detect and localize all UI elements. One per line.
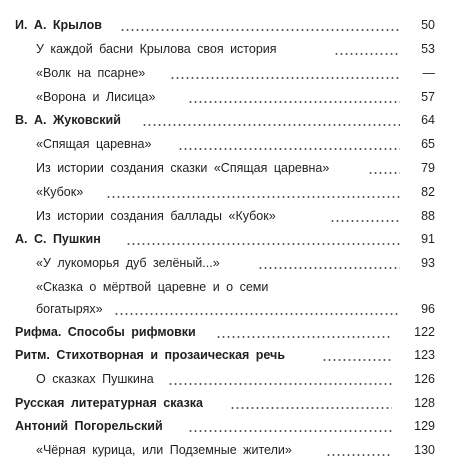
dot-leader (188, 101, 400, 103)
toc-entry-title: «Волк на псарне» (36, 66, 146, 80)
toc-entry-title: «Спящая царевна» (36, 137, 152, 151)
toc-entry-title: В. А. Жуковский (15, 113, 121, 127)
toc-entry (0, 323, 450, 347)
toc-entry-page: 65 (421, 137, 435, 151)
dot-leader (126, 243, 400, 245)
dot-leader (258, 267, 400, 269)
toc-entry-page: 79 (421, 161, 435, 175)
dot-leader (368, 172, 400, 174)
toc-entry-title: «Чёрная курица, или Подземные жители» (36, 443, 292, 457)
toc-entry (0, 16, 450, 40)
dot-leader (322, 359, 392, 361)
toc-entry-title: Рифма. Способы рифмовки (15, 325, 196, 339)
toc-entry (0, 441, 450, 465)
dot-leader (178, 148, 400, 150)
toc-entry (0, 40, 450, 64)
toc-entry (0, 370, 450, 394)
dot-leader (168, 383, 392, 385)
toc-entry-page: 57 (421, 90, 435, 104)
toc-entry (0, 417, 450, 441)
toc-entry-title: «У лукоморья дуб зелёный...» (36, 256, 220, 270)
toc-entry-page: 53 (421, 42, 435, 56)
toc-entry-title: Ритм. Стихотворная и прозаическая речь (15, 348, 286, 362)
dot-leader (114, 313, 400, 315)
toc-entry-page: 93 (421, 256, 435, 270)
toc-entry-page: 126 (414, 372, 435, 386)
toc-entry (0, 64, 450, 88)
dot-leader (142, 124, 400, 126)
dot-leader (330, 220, 400, 222)
dot-leader (334, 53, 400, 55)
toc-entry (0, 88, 450, 112)
toc-entry-page: 82 (421, 185, 435, 199)
toc-entry (0, 183, 450, 207)
toc-entry-title: Из истории создания сказки «Спящая царевна» (36, 161, 330, 175)
toc-entry-page: 88 (421, 209, 435, 223)
dot-leader (230, 407, 392, 409)
toc-entry-title: богатырях» (36, 302, 103, 316)
toc-entry-title: У каждой басни Крылова своя история (36, 42, 277, 56)
toc-entry-title: Антоний Погорельский (15, 419, 163, 433)
dot-leader (170, 77, 400, 79)
toc-entry-page: 96 (421, 302, 435, 316)
toc-entry-page: 128 (414, 396, 435, 410)
toc-entry (0, 111, 450, 135)
toc-entry-title: Русская литературная сказка (15, 396, 204, 410)
toc-entry-page: 122 (414, 325, 435, 339)
toc-entry-page: 50 (421, 18, 435, 32)
toc-entry-title: Из истории создания баллады «Кубок» (36, 209, 276, 223)
dot-leader (106, 196, 400, 198)
toc-entry (0, 346, 450, 370)
toc-entry (0, 300, 450, 324)
toc-entry (0, 394, 450, 418)
toc-entry-title: А. С. Пушкин (15, 232, 101, 246)
toc-entry (0, 230, 450, 254)
toc-entry-page: 130 (414, 443, 435, 457)
toc-entry-page: — (422, 66, 435, 80)
toc-entry-page: 91 (421, 232, 435, 246)
toc-entry (0, 159, 450, 183)
dot-leader (216, 336, 392, 338)
toc-entry-page: 129 (414, 419, 435, 433)
toc-entry-title: «Сказка о мёртвой царевне и о семи (36, 280, 269, 294)
toc-entry-title: О сказках Пушкина (36, 372, 154, 386)
toc-entry (0, 207, 450, 231)
toc-entry-title: И. А. Крылов (15, 18, 102, 32)
dot-leader (326, 454, 392, 456)
toc-entry-title: «Кубок» (36, 185, 84, 199)
dot-leader (120, 29, 400, 31)
dot-leader (188, 430, 392, 432)
toc-entry (0, 254, 450, 278)
toc-entry-title: «Ворона и Лисица» (36, 90, 156, 104)
toc-entry (0, 135, 450, 159)
toc-entry-page: 123 (414, 348, 435, 362)
toc-entry (0, 278, 450, 302)
toc-entry-page: 64 (421, 113, 435, 127)
